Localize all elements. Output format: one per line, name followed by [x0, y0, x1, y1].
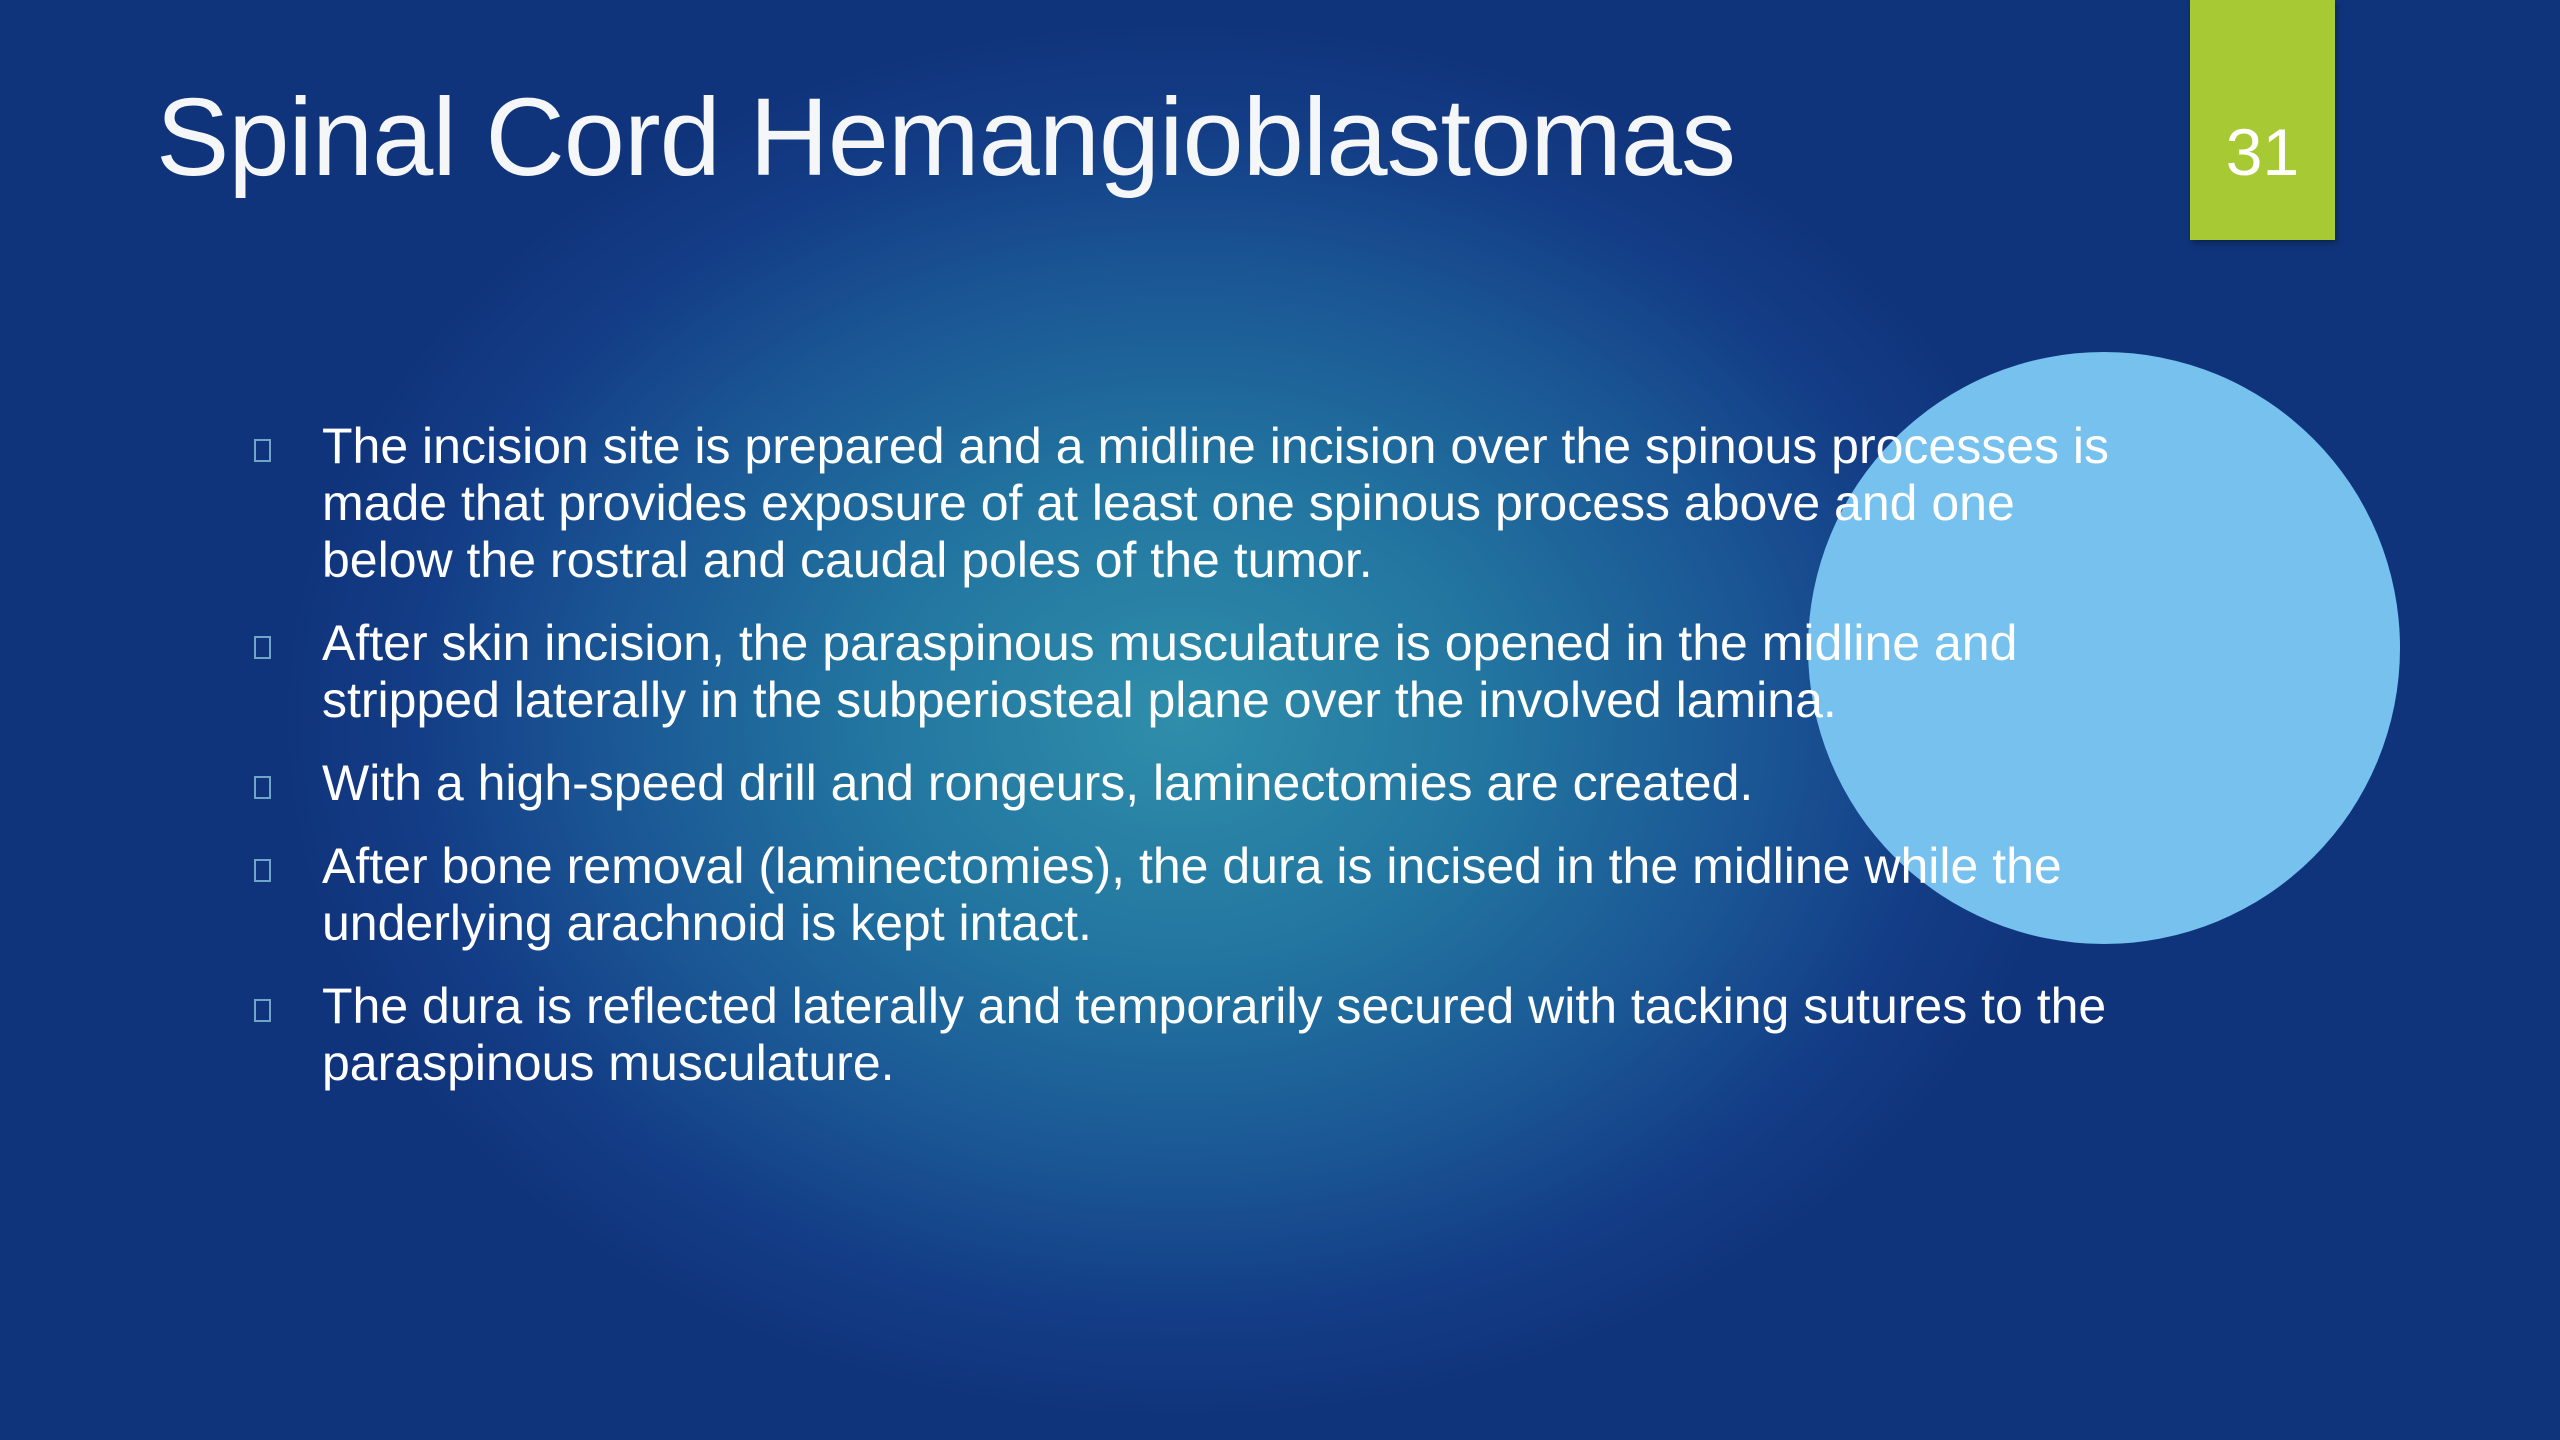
- bullet-item: [250, 615, 2130, 729]
- bullet-square-icon: [254, 859, 271, 882]
- slide-title: Spinal Cord Hemangioblastomas: [156, 76, 1736, 199]
- bullet-item: [250, 755, 2130, 812]
- page-number-badge: [2190, 0, 2335, 240]
- bullet-item: [250, 978, 2130, 1092]
- bullet-square-icon: [254, 439, 271, 462]
- bullet-text: With a high-speed drill and rongeurs, laminectomies are created.: [322, 755, 1754, 811]
- bullet-text: After bone removal (laminectomies), the dura is incised in the midline while the underlying arachnoid is kept intact.: [322, 838, 2062, 951]
- bullet-item: [250, 418, 2130, 589]
- bullet-list: [250, 418, 2130, 1118]
- bullet-square-icon: [254, 776, 271, 799]
- bullet-text: After skin incision, the paraspinous musculature is opened in the midline and stripped laterally in the subperiosteal plane over the involved lamina.: [322, 615, 2018, 728]
- page-number: 31: [2225, 115, 2300, 189]
- bullet-item: [250, 838, 2130, 952]
- bullet-square-icon: [254, 636, 271, 659]
- bullet-text: The dura is reflected laterally and temporarily secured with tacking sutures to the paraspinous musculature.: [322, 978, 2107, 1091]
- bullet-square-icon: [254, 999, 271, 1022]
- bullet-text: The incision site is prepared and a midline incision over the spinous processes is made that provides exposure of at least one spinous process above and one below the rostral and caudal poles of the tumor.: [322, 418, 2110, 588]
